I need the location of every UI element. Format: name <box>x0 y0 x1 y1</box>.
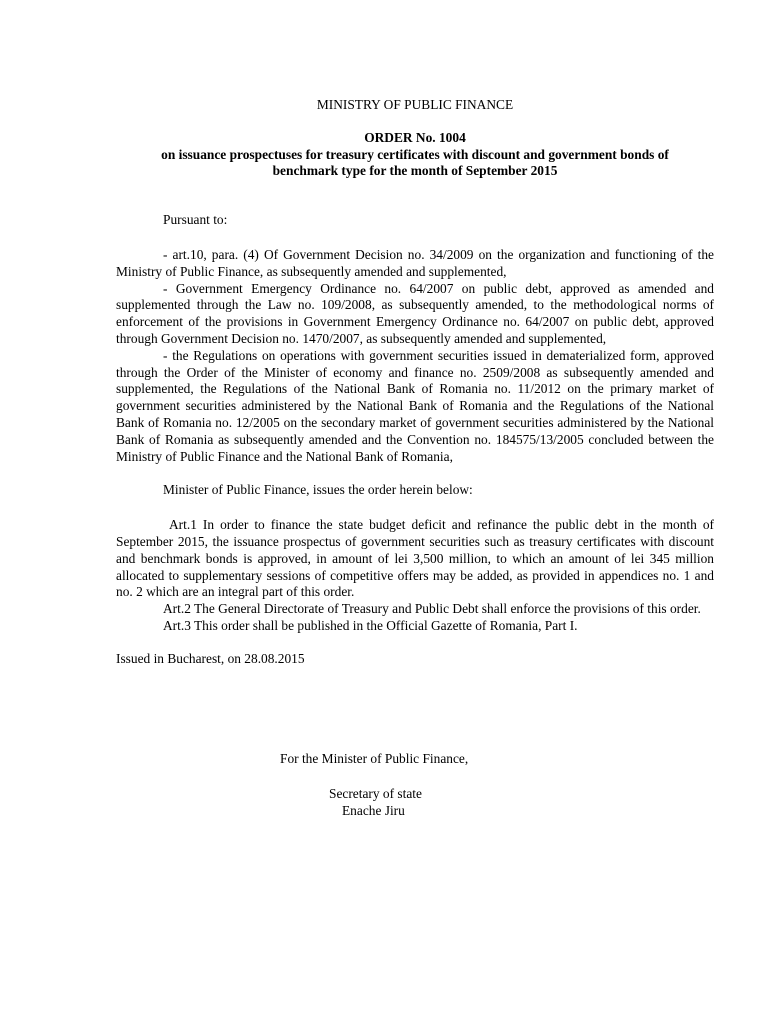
minister-issues: Minister of Public Finance, issues the order herein below: <box>163 482 473 498</box>
order-subject-line-2: benchmark type for the month of September 2015 <box>272 163 558 179</box>
clause-1: - art.10, para. (4) Of Government Decision no. 34/2009 on the organization and functioning of the Ministry of Public Finance, as subsequently amended and supplemented, <box>116 246 714 279</box>
article-2: Art.2 The General Directorate of Treasury and Public Debt shall enforce the provisions of this order. <box>163 601 701 617</box>
document-page <box>116 97 714 818</box>
articles <box>116 517 714 635</box>
order-title-block <box>116 130 714 180</box>
signatory-name: Enache Jiru <box>342 803 405 818</box>
order-number: ORDER No. 1004 <box>364 129 466 145</box>
order-subject-line-1: on issuance prospectuses for treasury certificates with discount and government bonds of <box>161 146 669 162</box>
article-1: Art.1 In order to finance the state budget deficit and refinance the public debt in the month of September 2015, the issuance prospectus of government securities such as treasury certificates with discount and benchmark bonds is approved, in amount of lei 3,500 million, to which an amount of lei 345 million allocated to supplementary sessions of competitive offers may be added, as provided in appendices no. 1 and no. 2 which are an integral part of this order. <box>116 517 714 600</box>
legal-basis-clauses <box>116 247 714 465</box>
clause-2: - Government Emergency Ordinance no. 64/2007 on public debt, approved as amended and supplemented through the Law no. 109/2008, as subsequently amended, to the methodological norms of enforcement of the provisions in Government Emergency Ordinance no. 64/2007 on public debt, approved through Government Decision no. 1470/2007, as subsequently amended and supplemented, <box>116 280 714 346</box>
for-minister-line: For the Minister of Public Finance, <box>280 751 469 766</box>
clause-3: - the Regulations on operations with government securities issued in dematerialized form, approved through the Order of the Minister of economy and finance no. 2509/2008 as subsequently amended and supplemented, the Regulations of the National Bank of Romania no. 11/2012 on the primary market of government securities administered by the National Bank of Romania and the Regulations of the National Bank of Romania no. 12/2005 on the secondary market of government securities administered by the National Bank of Romania as subsequently amended and the Convention no. 184575/13/2005 concluded between the Ministry of Public Finance and the National Bank of Romania, <box>116 347 714 464</box>
signatory-title: Secretary of state <box>329 786 422 801</box>
pursuant-to: Pursuant to: <box>163 212 228 228</box>
ministry-heading: MINISTRY OF PUBLIC FINANCE <box>316 97 514 112</box>
issued-place-date: Issued in Bucharest, on 28.08.2015 <box>116 650 305 666</box>
article-3: Art.3 This order shall be published in the Official Gazette of Romania, Part I. <box>163 617 578 633</box>
